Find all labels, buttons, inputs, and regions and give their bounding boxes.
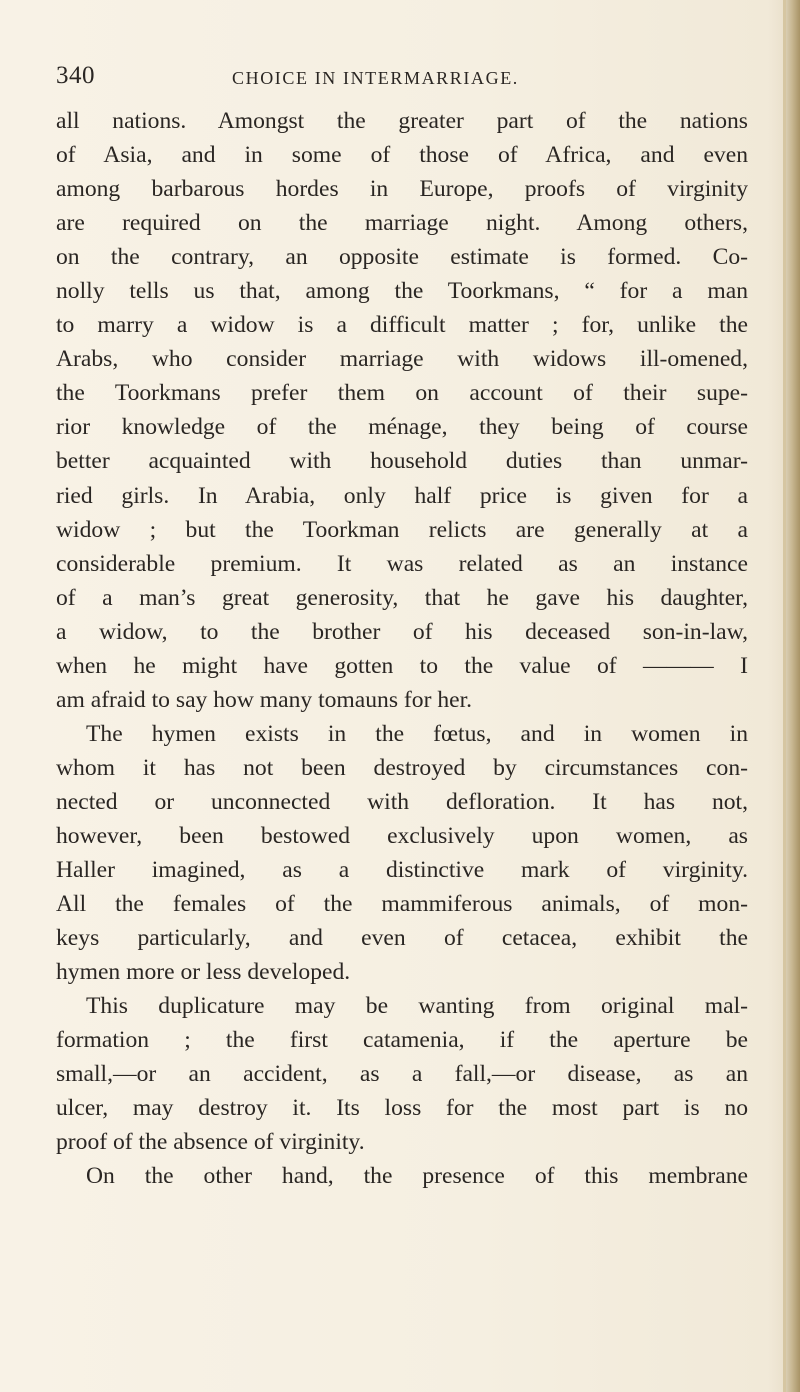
text-line: On the other hand, the presence of this membrane xyxy=(86,1163,748,1190)
text-line: on the contrary, an opposite estimate is formed. Co- xyxy=(56,244,748,271)
text-line: all nations. Amongst the greater part of the nations xyxy=(56,108,748,134)
text-line: Haller imagined, as a distinctive mark of virginity. xyxy=(56,857,748,884)
text-line: a widow, to the brother of his deceased son-in-law, xyxy=(56,618,748,645)
text-line: proof of the absence of virginity. xyxy=(56,1129,365,1156)
text-line: widow ; but the Toorkman relicts are generally at a xyxy=(56,516,748,543)
text-line: ried girls. In Arabia, only half price is given for a xyxy=(56,482,748,509)
text-line: ulcer, may destroy it. Its loss for the most part is no xyxy=(56,1095,748,1122)
text-line: am afraid to say how many tomauns for her. xyxy=(56,686,473,713)
text-line: formation ; the first catamenia, if the aperture be xyxy=(56,1027,748,1054)
text-line: of Asia, and in some of those of Africa, and even xyxy=(56,142,748,169)
text-line: nected or unconnected with defloration. It has not, xyxy=(56,788,748,815)
text-line: considerable premium. It was related as an instance xyxy=(56,550,748,577)
text-line: hymen more or less developed. xyxy=(56,959,351,986)
text-line: Arabs, who consider marriage with widows ill-omened, xyxy=(56,346,748,373)
text-line: nolly tells us that, among the Toorkmans, “ for a man xyxy=(56,278,748,305)
text-line: better acquainted with household duties than unmar- xyxy=(56,448,748,475)
text-line: keys particularly, and even of cetacea, exhibit the xyxy=(56,925,748,952)
text-line: small,—or an accident, as a fall,—or disease, as an xyxy=(56,1061,748,1088)
book-binding-edge xyxy=(786,0,800,1392)
text-line: however, been bestowed exclusively upon women, as xyxy=(56,822,748,849)
text-line: All the females of the mammiferous animals, of mon- xyxy=(56,891,748,918)
text-line: among barbarous hordes in Europe, proofs of virginity xyxy=(56,176,748,203)
text-line: This duplicature may be wanting from original mal- xyxy=(86,993,748,1020)
text-line: The hymen exists in the fœtus, and in women in xyxy=(86,720,748,747)
text-line: are required on the marriage night. Among others, xyxy=(56,210,748,237)
running-head xyxy=(56,62,756,92)
page-number: 340 xyxy=(56,62,95,89)
text-line: to marry a widow is a difficult matter ; for, unlike the xyxy=(56,312,748,339)
body-text xyxy=(56,104,748,1194)
text-line: whom it has not been destroyed by circumstances con- xyxy=(56,754,748,781)
text-line: of a man’s great generosity, that he gave his daughter, xyxy=(56,584,748,611)
running-title: CHOICE IN INTERMARRIAGE. xyxy=(232,68,519,88)
text-line: when he might have gotten to the value of ——— I xyxy=(56,652,748,679)
text-line: the Toorkmans prefer them on account of their supe- xyxy=(56,380,748,407)
text-line: rior knowledge of the ménage, they being of course xyxy=(56,414,748,441)
